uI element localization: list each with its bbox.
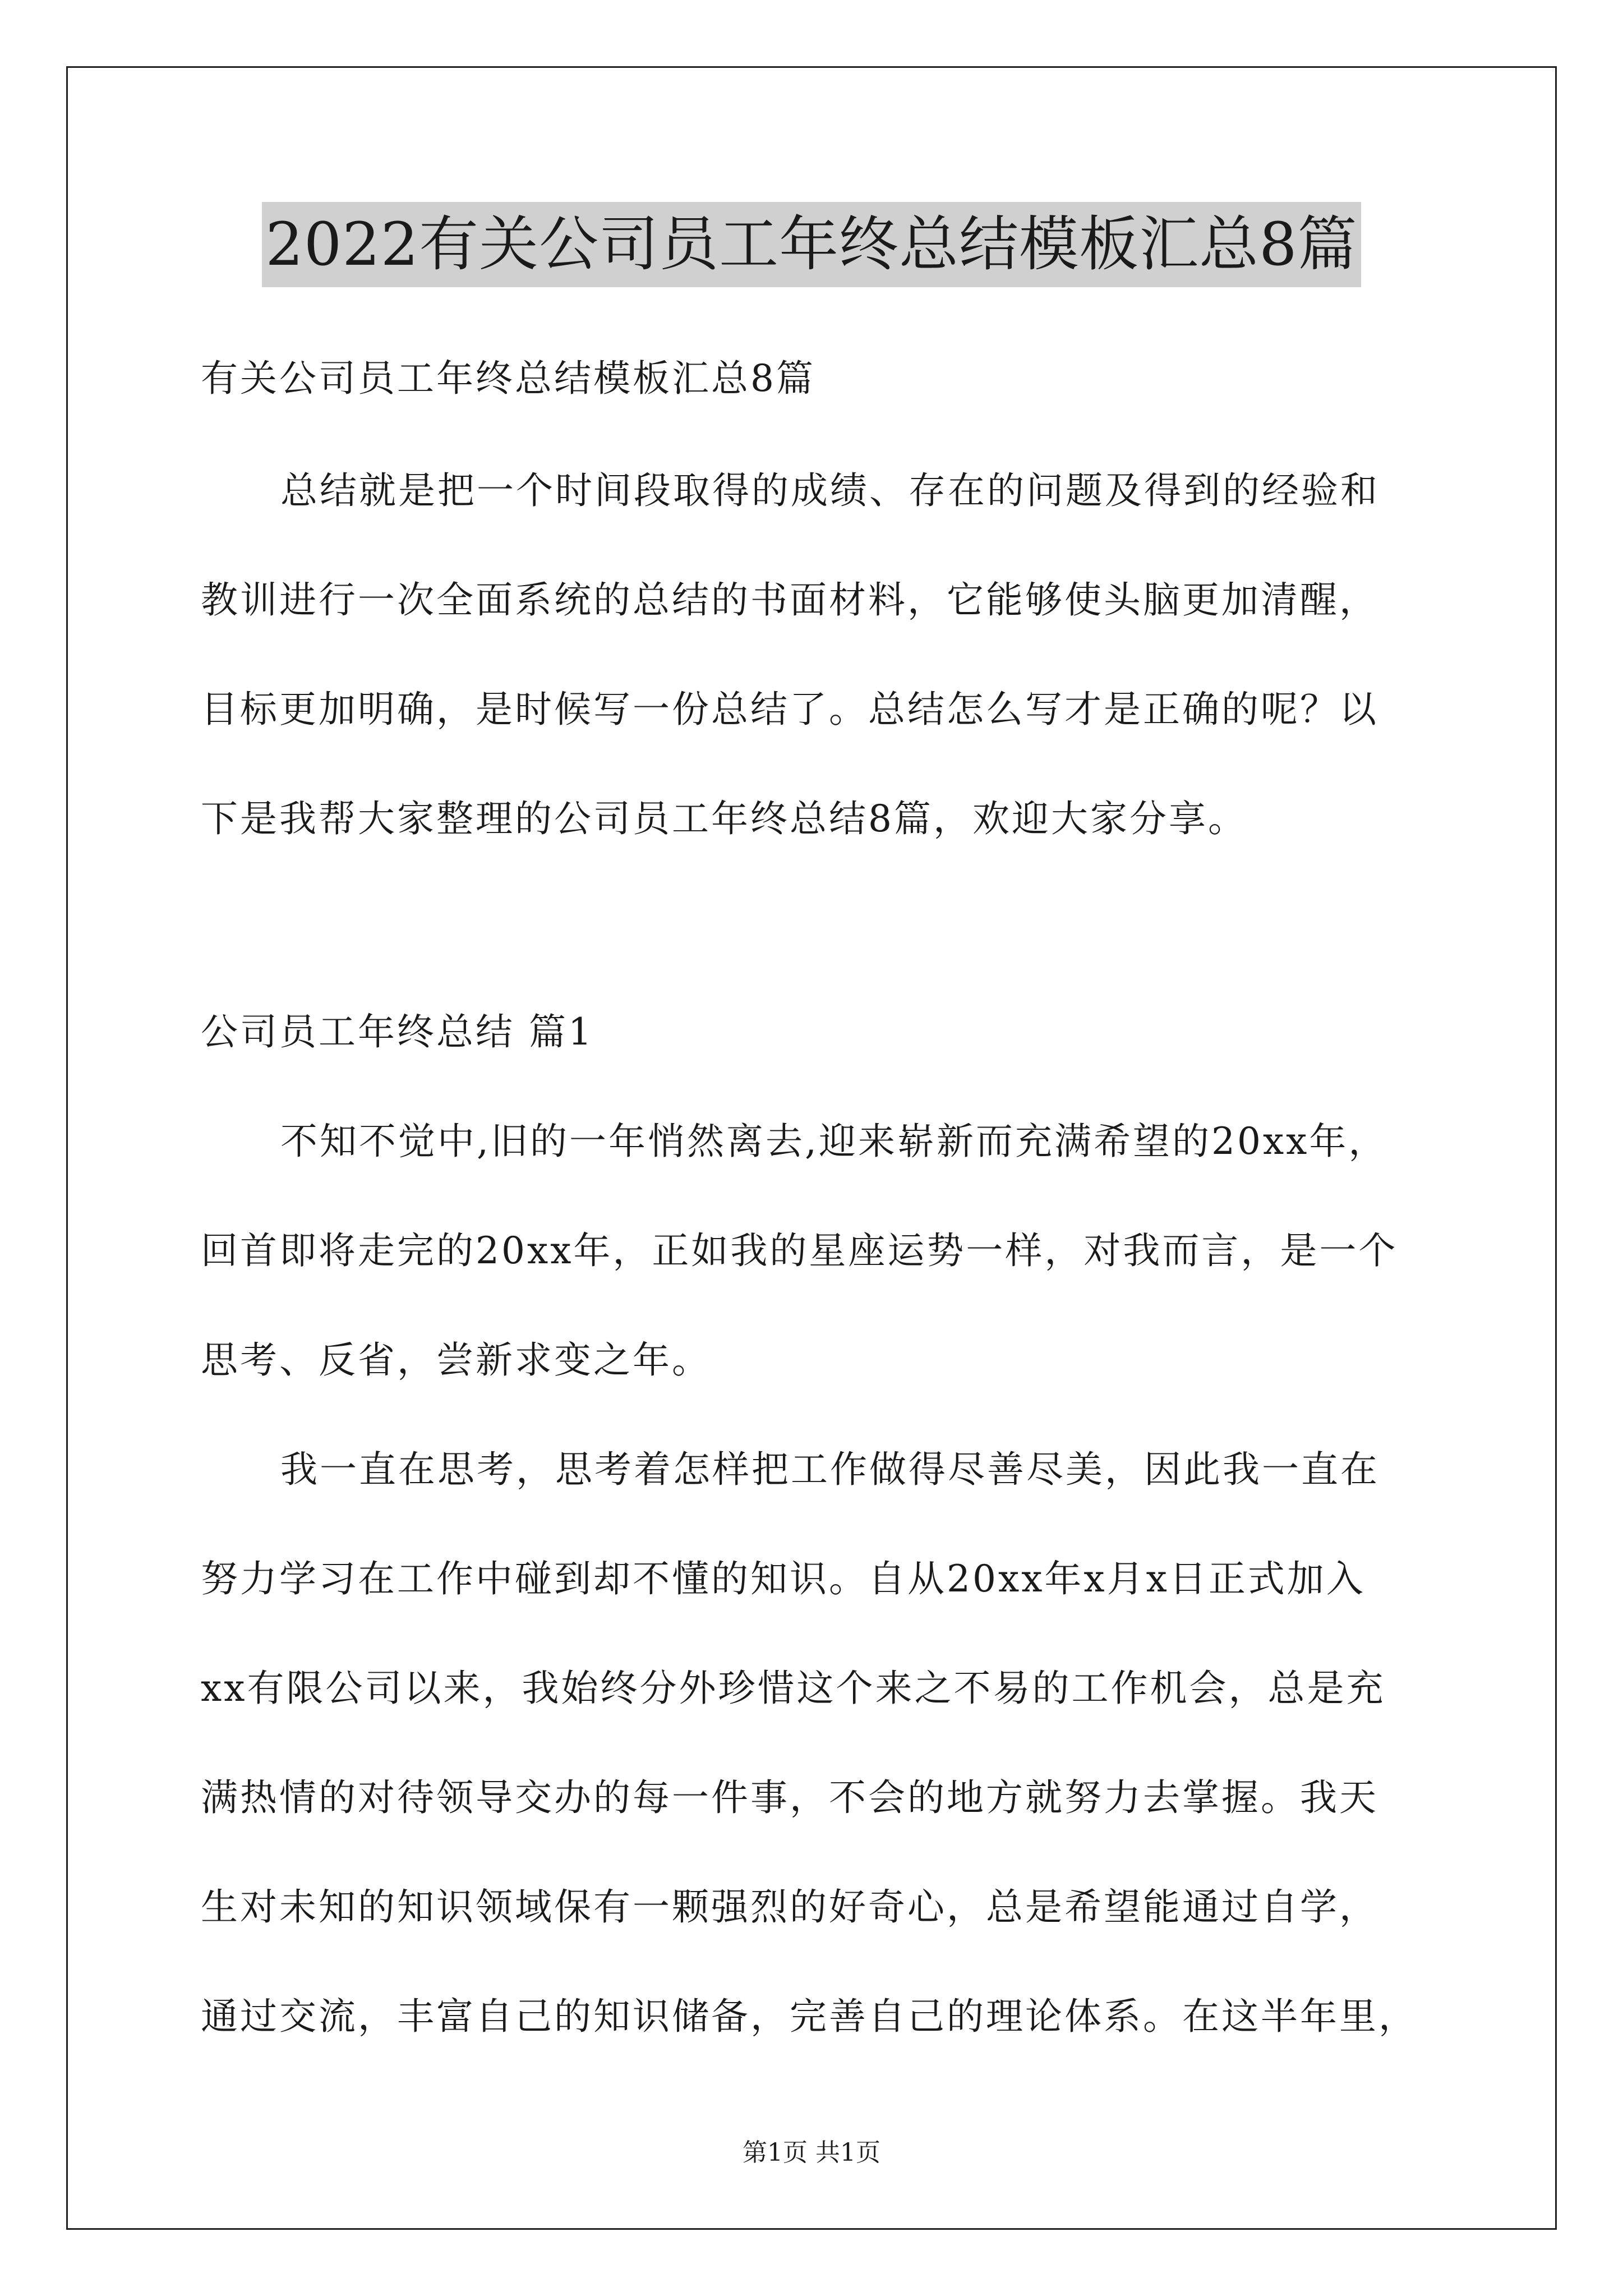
- paragraph-line: 生对未知的知识领域保有一颗强烈的好奇心，总是希望能通过自学，: [201, 1885, 1378, 1929]
- intro-line: 目标更加明确，是时候写一份总结了。总结怎么写才是正确的呢？以: [201, 688, 1378, 731]
- intro-line: 下是我帮大家整理的公司员工年终总结8篇，欢迎大家分享。: [201, 797, 1247, 840]
- paragraph-line: 思考、反省，尝新求变之年。: [201, 1338, 711, 1382]
- paragraph-line: 努力学习在工作中碰到却不懂的知识。自从20xx年x月x日正式加入: [201, 1557, 1366, 1600]
- paragraph-line: 通过交流，丰富自己的知识储备，完善自己的理论体系。在这半年里，: [201, 1995, 1418, 2038]
- paragraph-line: 回首即将走完的20xx年，正如我的星座运势一样，对我而言，是一个: [201, 1229, 1398, 1272]
- paragraph-line: 我一直在思考，思考着怎样把工作做得尽善尽美，因此我一直在: [280, 1448, 1380, 1491]
- document-subtitle: 有关公司员工年终总结模板汇总8篇: [201, 357, 815, 400]
- page-number-footer: 第1页 共1页: [743, 2138, 880, 2167]
- intro-line: 总结就是把一个时间段取得的成绩、存在的问题及得到的经验和: [280, 469, 1380, 512]
- paragraph-line: 不知不觉中,旧的一年悄然离去,迎来崭新而充满希望的20xx年，: [280, 1120, 1388, 1163]
- document-title: 2022有关公司员工年终总结模板汇总8篇: [262, 202, 1361, 287]
- intro-line: 教训进行一次全面系统的总结的书面材料，它能够使头脑更加清醒，: [201, 578, 1378, 622]
- section-heading: 公司员工年终总结 篇1: [201, 1010, 594, 1053]
- paragraph-line: 满热情的对待领导交办的每一件事，不会的地方就努力去掌握。我天: [201, 1776, 1378, 1819]
- title-container: [0, 202, 1623, 287]
- paragraph-line: xx有限公司以来，我始终分外珍惜这个来之不易的工作机会，总是充: [201, 1667, 1386, 1710]
